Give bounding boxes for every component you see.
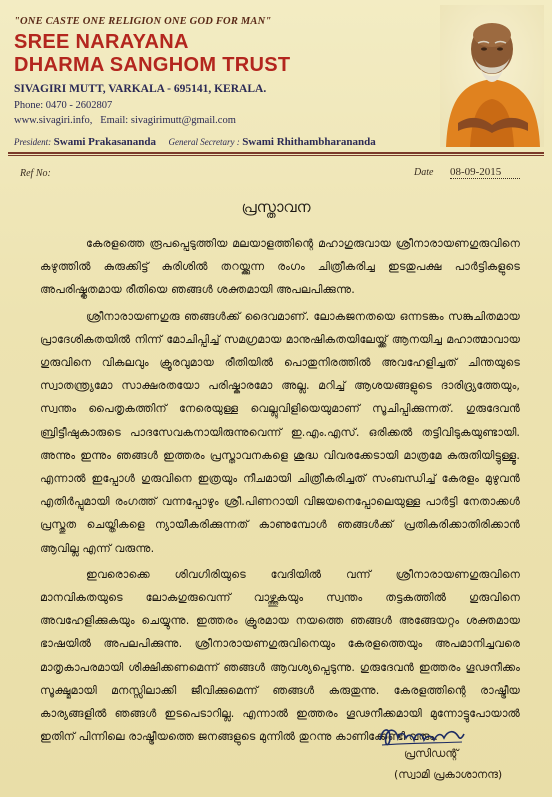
guru-portrait-image [440, 5, 544, 147]
org-name-line1: SREE NARAYANA [14, 31, 189, 53]
paragraph: കേരളത്തെ രൂപപ്പെടുത്തിയ മലയാളത്തിന്റെ മഹാഗുരുവായ ശ്രീനാരായണഗുരുവിനെ കഴുത്തിൽ കുരുക്കിട്ട് കുരിശിൽ തറയ്ക്കുന്ന രംഗം ചിത്രീകരിച്ച ഇടതുപക്ഷ പാർട്ടികളുടെ അപരിഷ്കൃതമായ രീതിയെ ഞങ്ങൾ ശക്തമായി അപലപിക്കുന്നു. [40, 237, 520, 297]
header-divider-thin [8, 155, 544, 156]
date-label: Date [414, 167, 434, 178]
org-email: Email: sivagirimutt@gmail.com [100, 115, 236, 126]
org-web-email [14, 115, 236, 126]
motto: "ONE CASTE ONE RELIGION ONE GOD FOR MAN" [14, 16, 272, 27]
org-address: SIVAGIRI MUTT, VARKALA - 695141, KERALA. [14, 83, 267, 95]
org-name-line2: DHARMA SANGHOM TRUST [14, 54, 291, 76]
date-field [414, 166, 520, 179]
paragraph: ശ്രീനാരായണഗുരു ഞങ്ങൾക്ക് ദൈവമാണ്. ലോകജനതയെ ഒന്നടങ്കം സങ്കുചിതമായ പ്രാദേശികതയിൽ നിന്ന് മോചിപ്പിച്ച് സമഗ്രമായ മാനുഷികതയിലേയ്ക്ക് ആനയിച്ച മഹാത്മാവായ ഗുരുവിനെ വികലവും ക്രൂരവുമായ രീതിയിൽ പൊതുനിരത്തിൽ അവഹേളിച്ചത് ചിന്തയുടെ സ്വാതന്ത്ര്യമോ സാക്ഷരതയോ പരിഷ്കാരമോ അല്ല. മറിച്ച് ആശയങ്ങളുടെ ദാരിദ്ര്യത്തേയും, സ്വന്തം പൈതൃകത്തിന് നേരെയുള്ള വെല്ലുവിളിയെയുമാണ് സൂചിപ്പിക്കുന്നത്. ഗുരുദേവൻ ബ്രിട്ടീഷുകാരുടെ പാദസേവകനായിരുന്നുവെന്ന് ഇ.എം.എസ്. ഒരിക്കൽ തട്ടിവിടുകയുണ്ടായി. അന്നും ഇന്നും ഞങ്ങൾ ഇത്തരം പ്രസ്താവനകളെ ശുദ്ധ വിവരക്കേടായി മാത്രമേ കരുതിയിട്ടുള്ളൂ. എന്നാൽ ഇപ്പോൾ ഗുരുവിനെ ഇത്രയും നീചമായി ചിത്രീകരിച്ചത് സംബന്ധിച്ച് കേരളം മുഴുവൻ എതിർപ്പുമായി രംഗത്ത് വന്നപ്പോഴും ശ്രീ.പിണറായി വിജയനെപ്പോലെയുള്ള പാർട്ടി നേതാക്കൾ പ്രസ്തുത ചെയ്തികളെ ന്യായീകരിക്കുന്നത് കാണുമ്പോൾ ഞങ്ങൾക്ക് പ്രതികരിക്കാതിരിക്കാൻ ആവില്ല എന്ന് വരുന്നു. [40, 309, 520, 555]
document-title: പ്രസ്താവന [241, 198, 311, 216]
document-body [40, 232, 520, 751]
org-phone: Phone: 0470 - 2602807 [14, 100, 113, 111]
secretary-label: General Secretary : [168, 137, 240, 147]
ref-number-label: Ref No: [20, 168, 51, 179]
date-value: 08-09-2015 [450, 166, 520, 179]
president-name: Swami Prakasananda [53, 136, 157, 148]
president-label: President: [14, 137, 52, 147]
secretary-name: Swami Rhithambharananda [242, 136, 376, 148]
signatory-designation: പ്രസിഡന്റ് [404, 747, 459, 760]
org-website: www.sivagiri.info, [14, 115, 93, 126]
paragraph: ഇവരൊക്കെ ശിവഗിരിയുടെ വേദിയിൽ വന്ന് ശ്രീനാരായണഗുരുവിനെ മാനവികതയുടെ ലോകഗുരുവെന്ന് വാഴ്ത്തുകയും സ്വന്തം തട്ടകത്തിൽ ഗുരുവിനെ അവഹേളിക്കുകയും ചെയ്യുന്നു. ഇത്തരം ക്രൂരമായ നയത്തെ ഞങ്ങൾ അങ്ങേയറ്റം ശക്തമായ ഭാഷയിൽ അപലപിക്കുന്നു. ശ്രീനാരായണഗുരുവിനെയും കേരളത്തെയും അപമാനിച്ചവരെ മാതൃകാപരമായി ശിക്ഷിക്കണമെന്ന് ഞങ്ങൾ ആവശ്യപ്പെടുന്നു. ഗുരുദേവൻ ഇത്തരം ഗൂഢനീക്കം സൂക്ഷ്മമായി മനസ്സിലാക്കി ജീവിക്കുമെന്ന് ഞങ്ങൾ കരുതുന്നു. കേരളത്തിന്റെ രാഷ്ട്രീയ കാര്യങ്ങളിൽ ഞങ്ങൾ ഇടപെടാറില്ല. എന്നാൽ ഇത്തരം ഗൂഢനീക്കമായി മുന്നോട്ടുപോയാൽ ഇതിന് പിന്നിലെ രാഷ്ട്രീയത്തെ ജനങ്ങളുടെ മുന്നിൽ തുറന്നു കാണിക്കേണ്ടി വരും. [40, 567, 520, 744]
header-divider [8, 152, 544, 154]
signatory-name: (സ്വാമി പ്രകാശാനന്ദ) [394, 768, 503, 781]
